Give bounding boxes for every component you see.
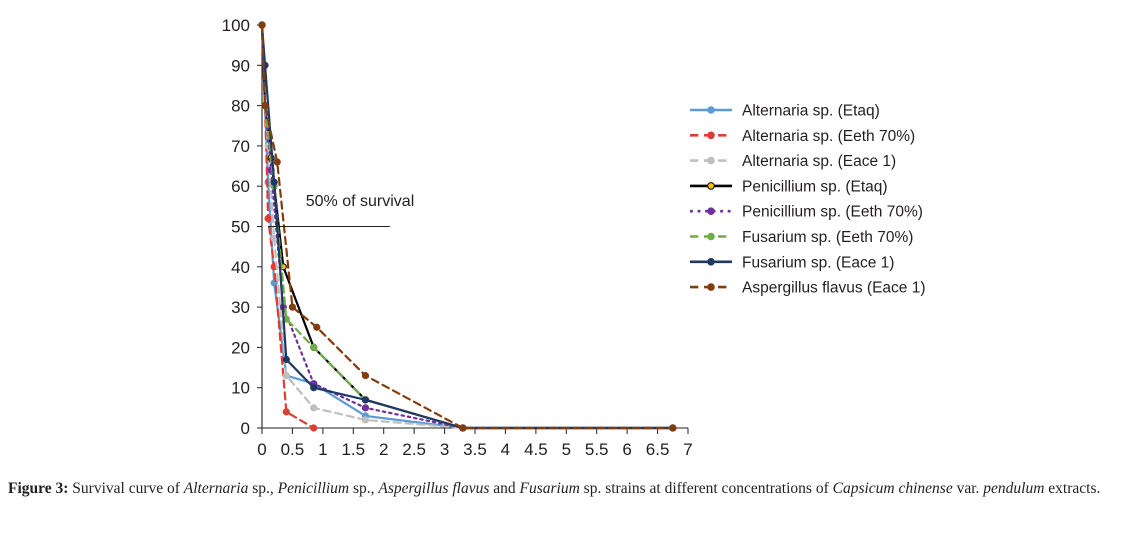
- legend-label: Alternaria sp. (Eace 1): [742, 153, 897, 171]
- legend-label: Fusarium sp. (Eace 1): [742, 254, 895, 272]
- y-tick-label: 60: [231, 177, 250, 197]
- series-marker: [311, 344, 317, 350]
- legend-marker: [708, 259, 715, 266]
- caption-text: and: [489, 480, 520, 497]
- series-marker: [259, 22, 265, 28]
- caption-italic: pendulum: [983, 480, 1045, 497]
- series-marker: [283, 356, 289, 362]
- x-tick-label: 4.5: [524, 440, 548, 459]
- legend-item: [690, 204, 923, 221]
- caption-italic: Penicillium: [277, 480, 350, 497]
- legend-item: [690, 153, 896, 170]
- legend-label: Penicillium sp. (Etaq): [742, 178, 888, 196]
- y-tick-label: 10: [231, 378, 250, 398]
- legend-marker: [708, 107, 715, 114]
- legend-item: [690, 103, 880, 120]
- legend-label: Aspergillus flavus (Eace 1): [742, 279, 926, 297]
- series-marker: [311, 385, 317, 391]
- figure-caption: [8, 478, 1118, 500]
- x-tick-label: 0: [257, 440, 267, 459]
- series-marker: [670, 425, 676, 431]
- y-tick-label: 80: [231, 96, 250, 116]
- legend-marker: [708, 233, 715, 240]
- legend-label: Alternaria sp. (Etaq): [742, 102, 880, 120]
- chart-legend: [690, 103, 926, 297]
- series-marker: [314, 324, 320, 330]
- x-axis-tick-labels: [257, 440, 692, 459]
- x-tick-label: 6.5: [645, 440, 670, 459]
- series-marker: [283, 409, 289, 415]
- x-tick-label: 7: [683, 440, 693, 459]
- caption-text: sp.,: [349, 480, 379, 497]
- caption-text: sp.,: [248, 480, 278, 497]
- legend-marker: [708, 157, 715, 164]
- series-marker: [283, 373, 289, 379]
- caption-text: Survival curve of: [68, 480, 184, 497]
- caption-italic: Fusarium: [519, 480, 580, 497]
- legend-item: [690, 178, 888, 195]
- x-tick-label: 3.5: [463, 440, 487, 459]
- series-marker: [274, 159, 280, 165]
- y-tick-label: 50: [231, 217, 250, 237]
- legend-item: [690, 128, 915, 145]
- x-tick-label: 0.5: [280, 440, 305, 459]
- caption-text: var.: [952, 480, 984, 497]
- x-tick-label: 5.5: [584, 440, 609, 459]
- caption-label: Figure 3:: [8, 480, 69, 497]
- legend-marker: [708, 183, 715, 190]
- legend-label: Penicillium sp. (Eeth 70%): [742, 203, 923, 221]
- legend-item: [690, 229, 913, 246]
- survival-annotation-label: 50% of survival: [305, 193, 415, 210]
- legend-marker: [708, 284, 715, 291]
- series-marker: [362, 397, 368, 403]
- y-tick-label: 20: [231, 338, 250, 358]
- series-marker: [460, 425, 466, 431]
- series-marker: [262, 103, 268, 109]
- y-tick-label: 40: [231, 257, 250, 277]
- x-tick-label: 1: [318, 440, 328, 459]
- y-axis-ticks: [257, 25, 262, 428]
- legend-marker: [708, 132, 715, 139]
- x-tick-label: 4: [500, 440, 511, 459]
- legend-label: Fusarium sp. (Eeth 70%): [742, 229, 914, 246]
- series-marker: [362, 373, 368, 379]
- series-marker: [265, 215, 271, 221]
- survival-annotation: [268, 193, 414, 227]
- x-tick-label: 1.5: [341, 440, 366, 459]
- caption-italic: Alternaria: [183, 480, 249, 497]
- y-tick-label: 100: [221, 16, 250, 35]
- series-marker: [362, 405, 368, 411]
- caption-italic: Capsicum chinense: [832, 480, 953, 497]
- y-tick-label: 90: [231, 56, 250, 76]
- legend-marker: [708, 208, 715, 215]
- x-tick-label: 3: [439, 440, 450, 459]
- series-marker: [311, 405, 317, 411]
- caption-text: extracts.: [1044, 480, 1101, 497]
- series-marker: [271, 179, 277, 185]
- series-marker: [311, 425, 317, 431]
- caption-text: sp. strains at different concentrations of: [579, 480, 833, 497]
- x-tick-label: 2: [378, 440, 389, 459]
- series-marker: [362, 417, 368, 423]
- legend-label: Alternaria sp. (Eeth 70%): [742, 127, 916, 145]
- y-tick-label: 30: [231, 298, 250, 318]
- y-axis-tick-labels: [222, 16, 250, 438]
- legend-item: [690, 280, 926, 297]
- series-marker: [289, 304, 295, 310]
- y-tick-label: 0: [240, 419, 250, 438]
- x-tick-label: 2.5: [402, 440, 426, 459]
- y-tick-label: 70: [231, 136, 250, 156]
- x-tick-label: 5: [561, 440, 572, 459]
- legend-item: [690, 254, 894, 271]
- caption-italic: Aspergillus flavus: [378, 480, 490, 497]
- x-tick-label: 6: [622, 440, 632, 459]
